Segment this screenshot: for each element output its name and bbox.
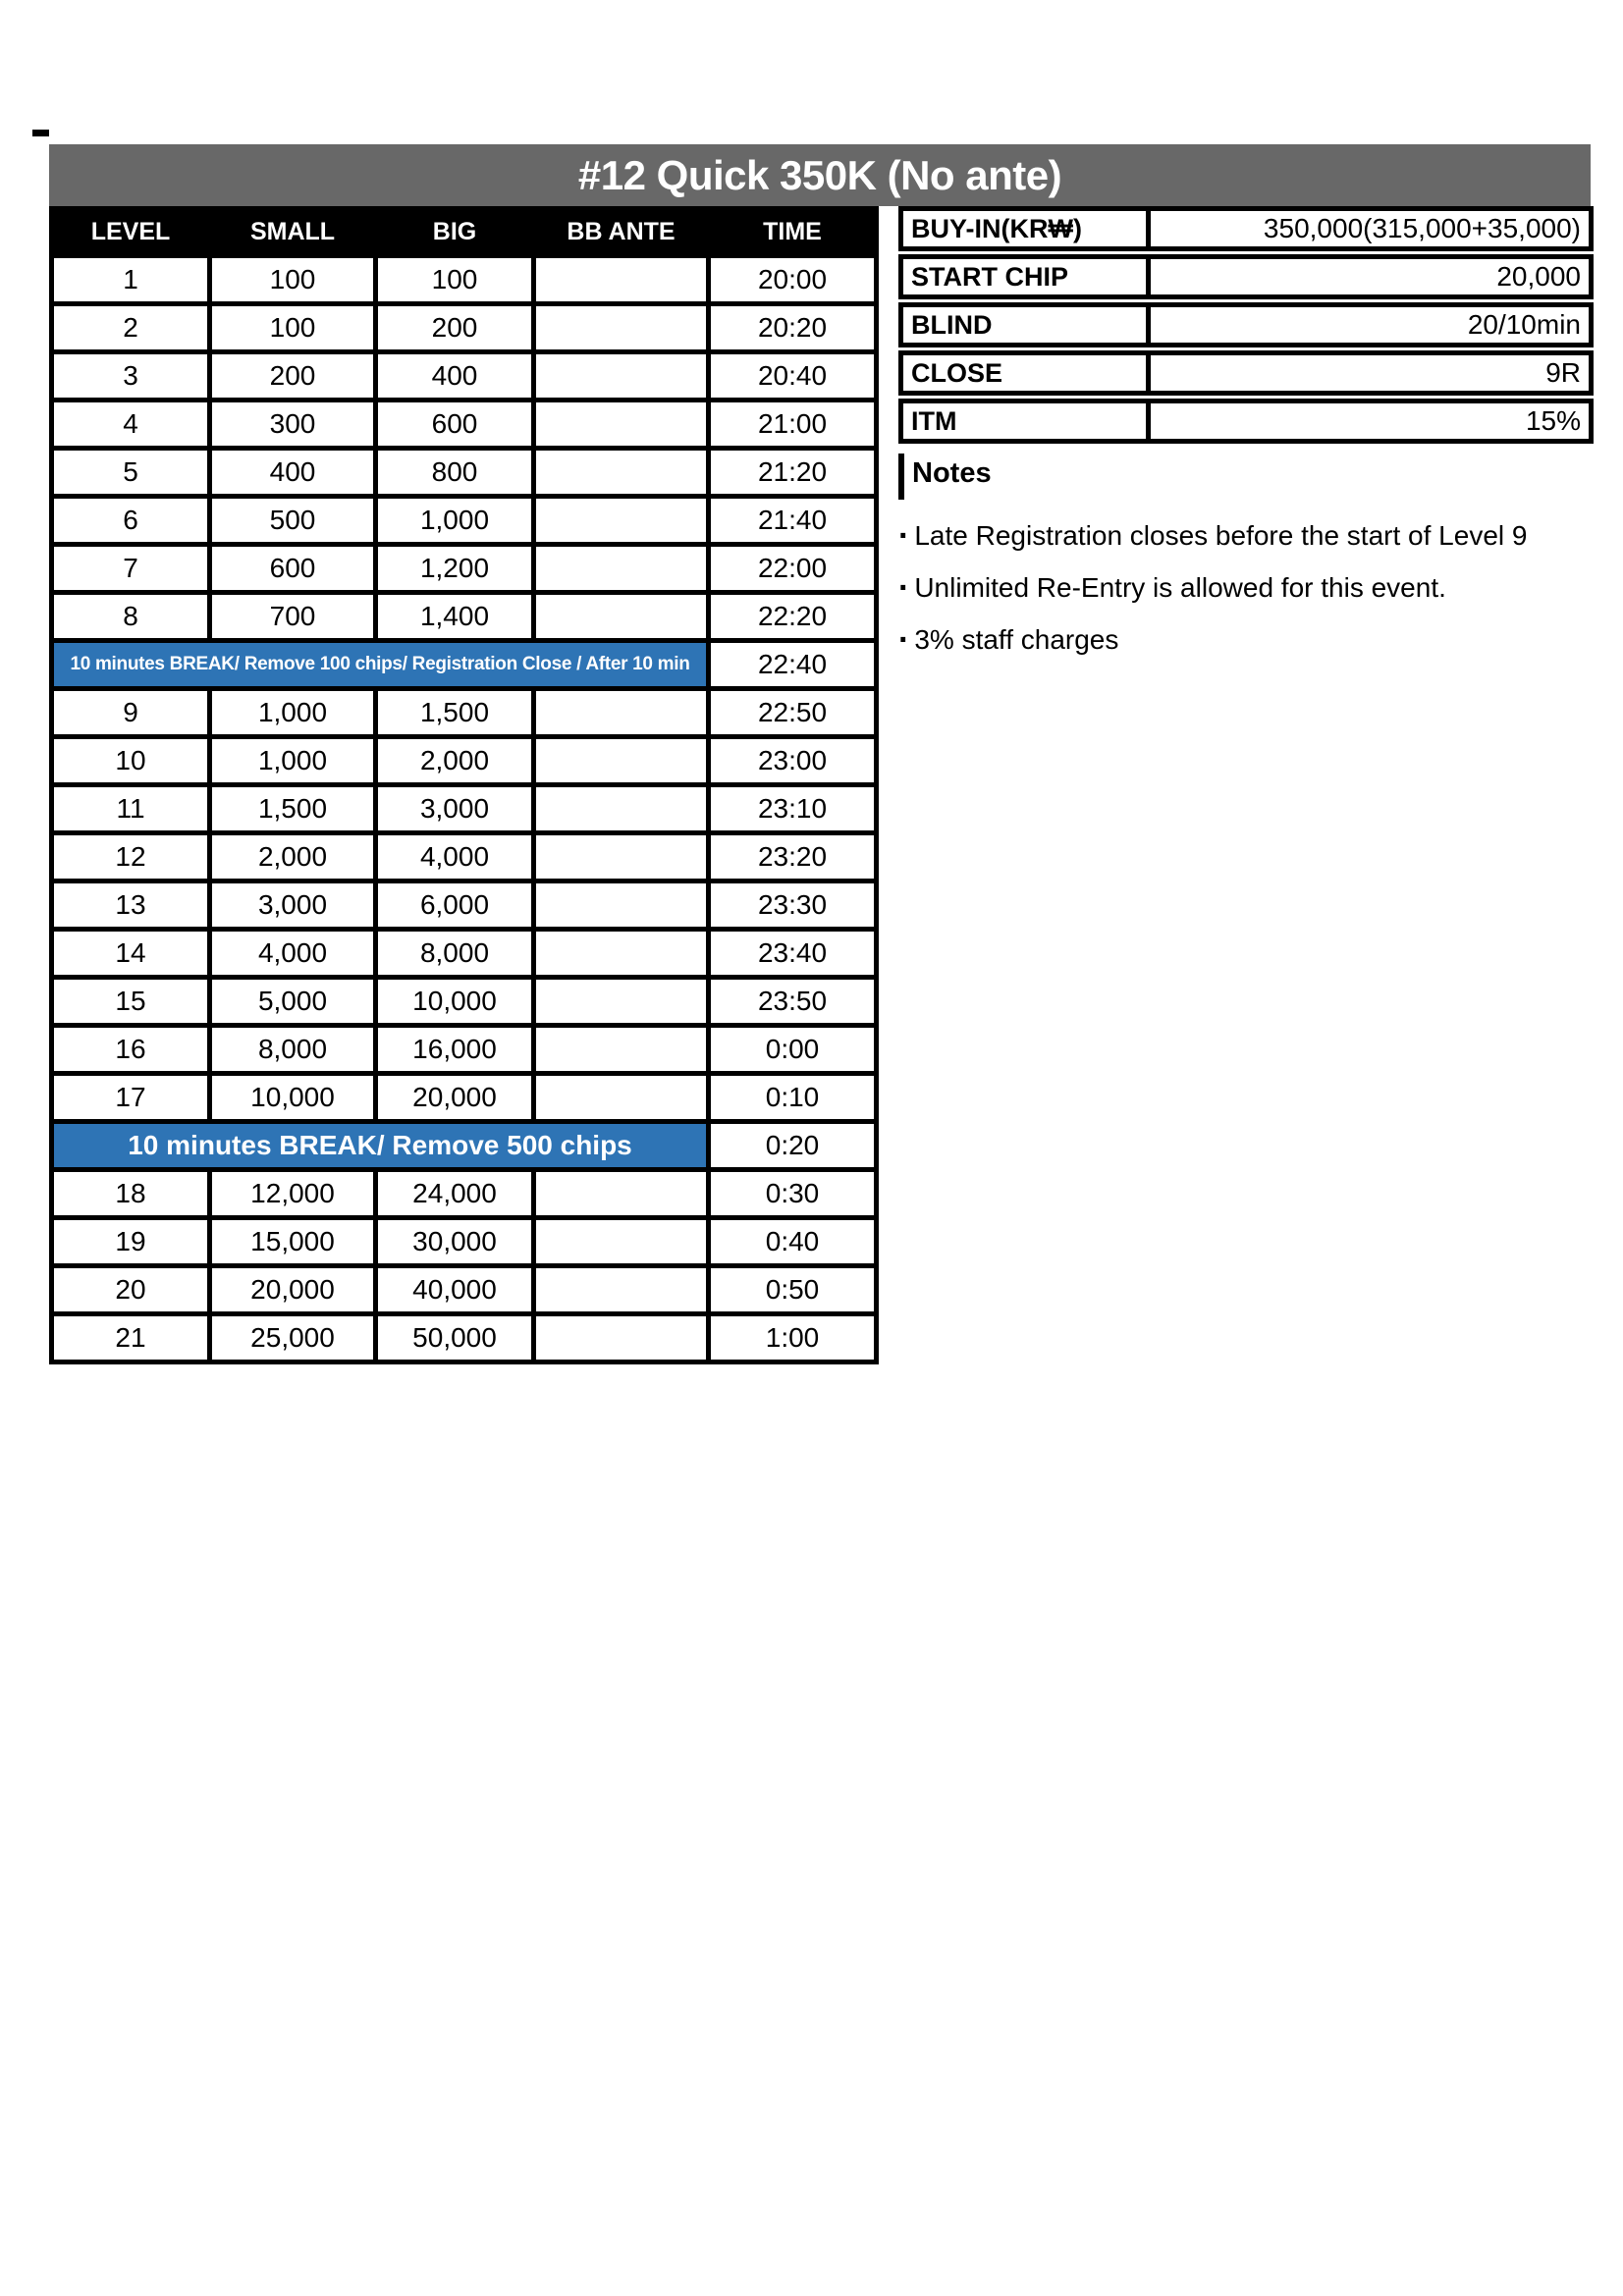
small-blind-cell: 15,000 <box>210 1218 376 1266</box>
big-blind-cell: 400 <box>376 352 534 400</box>
time-cell: 0:50 <box>709 1266 877 1314</box>
small-blind-cell: 400 <box>210 449 376 497</box>
small-blind-cell: 700 <box>210 593 376 641</box>
small-blind-cell: 100 <box>210 256 376 304</box>
big-blind-cell: 2,000 <box>376 737 534 785</box>
time-cell: 22:00 <box>709 545 877 593</box>
level-cell: 21 <box>52 1314 210 1362</box>
bb-ante-cell <box>534 1314 709 1362</box>
small-blind-cell: 1,500 <box>210 785 376 833</box>
time-cell: 22:50 <box>709 689 877 737</box>
small-blind-cell: 600 <box>210 545 376 593</box>
time-cell: 22:20 <box>709 593 877 641</box>
bb-ante-cell <box>534 785 709 833</box>
level-cell: 6 <box>52 497 210 545</box>
time-cell: 20:40 <box>709 352 877 400</box>
small-blind-cell: 12,000 <box>210 1170 376 1218</box>
note-text: 3% staff charges <box>914 624 1119 655</box>
time-cell: 21:40 <box>709 497 877 545</box>
big-blind-cell: 10,000 <box>376 978 534 1026</box>
time-cell: 23:00 <box>709 737 877 785</box>
bb-ante-cell <box>534 1074 709 1122</box>
time-cell: 0:00 <box>709 1026 877 1074</box>
time-cell: 23:50 <box>709 978 877 1026</box>
big-blind-cell: 50,000 <box>376 1314 534 1362</box>
level-row <box>52 593 877 641</box>
big-blind-cell: 16,000 <box>376 1026 534 1074</box>
level-row <box>52 881 877 930</box>
level-row <box>52 978 877 1026</box>
big-blind-cell: 8,000 <box>376 930 534 978</box>
header-big: BIG <box>376 209 534 256</box>
small-blind-cell: 5,000 <box>210 978 376 1026</box>
time-cell: 23:40 <box>709 930 877 978</box>
time-cell: 20:00 <box>709 256 877 304</box>
level-row <box>52 1218 877 1266</box>
small-blind-cell: 10,000 <box>210 1074 376 1122</box>
header-small: SMALL <box>210 209 376 256</box>
level-row <box>52 1074 877 1122</box>
level-cell: 9 <box>52 689 210 737</box>
level-row <box>52 737 877 785</box>
level-row <box>52 1170 877 1218</box>
level-cell: 19 <box>52 1218 210 1266</box>
small-blind-cell: 25,000 <box>210 1314 376 1362</box>
big-blind-cell: 600 <box>376 400 534 449</box>
big-blind-cell: 800 <box>376 449 534 497</box>
break-label: 10 minutes BREAK/ Remove 500 chips <box>52 1122 709 1170</box>
level-cell: 3 <box>52 352 210 400</box>
time-cell: 21:20 <box>709 449 877 497</box>
info-value: 9R <box>1545 357 1581 388</box>
bb-ante-cell <box>534 449 709 497</box>
time-cell: 0:30 <box>709 1170 877 1218</box>
small-blind-cell: 8,000 <box>210 1026 376 1074</box>
level-row <box>52 545 877 593</box>
level-cell: 18 <box>52 1170 210 1218</box>
level-cell: 2 <box>52 304 210 352</box>
info-value: 20,000 <box>1496 261 1581 292</box>
small-blind-cell: 4,000 <box>210 930 376 978</box>
time-cell: 23:20 <box>709 833 877 881</box>
level-cell: 1 <box>52 256 210 304</box>
header-time: TIME <box>709 209 877 256</box>
bb-ante-cell <box>534 593 709 641</box>
bb-ante-cell <box>534 881 709 930</box>
level-row <box>52 785 877 833</box>
big-blind-cell: 20,000 <box>376 1074 534 1122</box>
bb-ante-cell <box>534 1218 709 1266</box>
level-cell: 11 <box>52 785 210 833</box>
note-item <box>898 517 1615 555</box>
bb-ante-cell <box>534 400 709 449</box>
info-row <box>898 206 1594 251</box>
note-item <box>898 569 1615 607</box>
small-blind-cell: 2,000 <box>210 833 376 881</box>
bb-ante-cell <box>534 545 709 593</box>
big-blind-cell: 3,000 <box>376 785 534 833</box>
break-time-cell: 22:40 <box>709 641 877 689</box>
level-cell: 7 <box>52 545 210 593</box>
bb-ante-cell <box>534 352 709 400</box>
level-cell: 20 <box>52 1266 210 1314</box>
blind-table-header-row <box>52 209 877 256</box>
notes-heading: Notes <box>898 454 1615 500</box>
level-row <box>52 304 877 352</box>
time-cell: 20:20 <box>709 304 877 352</box>
notes-section <box>898 454 1615 659</box>
small-blind-cell: 500 <box>210 497 376 545</box>
small-blind-cell: 1,000 <box>210 689 376 737</box>
info-label: BUY-IN(KR₩) <box>903 211 1151 246</box>
page-corner-mark <box>32 130 49 136</box>
big-blind-cell: 1,200 <box>376 545 534 593</box>
header-bb-ante: BB ANTE <box>534 209 709 256</box>
level-row <box>52 930 877 978</box>
level-cell: 14 <box>52 930 210 978</box>
header-level: LEVEL <box>52 209 210 256</box>
time-cell: 1:00 <box>709 1314 877 1362</box>
bb-ante-cell <box>534 833 709 881</box>
level-row <box>52 1314 877 1362</box>
big-blind-cell: 4,000 <box>376 833 534 881</box>
level-row <box>52 352 877 400</box>
break-label: 10 minutes BREAK/ Remove 100 chips/ Registration Close / After 10 min <box>52 641 709 689</box>
info-value: 350,000(315,000+35,000) <box>1263 213 1581 243</box>
info-label: START CHIP <box>903 259 1151 294</box>
info-panel <box>898 206 1594 447</box>
small-blind-cell: 1,000 <box>210 737 376 785</box>
info-row <box>898 399 1594 444</box>
big-blind-cell: 1,400 <box>376 593 534 641</box>
bb-ante-cell <box>534 1266 709 1314</box>
info-value: 15% <box>1525 405 1581 436</box>
blind-table <box>49 206 879 1364</box>
info-row <box>898 254 1594 299</box>
bullet-icon: · <box>898 569 910 607</box>
small-blind-cell: 300 <box>210 400 376 449</box>
big-blind-cell: 1,000 <box>376 497 534 545</box>
big-blind-cell: 24,000 <box>376 1170 534 1218</box>
big-blind-cell: 6,000 <box>376 881 534 930</box>
level-cell: 13 <box>52 881 210 930</box>
bb-ante-cell <box>534 304 709 352</box>
blind-table-body <box>52 256 877 1362</box>
small-blind-cell: 20,000 <box>210 1266 376 1314</box>
bb-ante-cell <box>534 930 709 978</box>
level-row <box>52 833 877 881</box>
level-cell: 17 <box>52 1074 210 1122</box>
level-cell: 10 <box>52 737 210 785</box>
info-row <box>898 302 1594 347</box>
level-row <box>52 1026 877 1074</box>
page-title: #12 Quick 350K (No ante) <box>49 144 1591 206</box>
blind-structure-section <box>49 206 879 1364</box>
level-row <box>52 449 877 497</box>
info-value: 20/10min <box>1467 309 1581 340</box>
break-row <box>52 1122 877 1170</box>
notes-list <box>898 517 1615 659</box>
level-row <box>52 400 877 449</box>
small-blind-cell: 100 <box>210 304 376 352</box>
break-time-cell: 0:20 <box>709 1122 877 1170</box>
time-cell: 23:10 <box>709 785 877 833</box>
note-text: Unlimited Re-Entry is allowed for this event. <box>914 572 1446 603</box>
time-cell: 0:10 <box>709 1074 877 1122</box>
bb-ante-cell <box>534 737 709 785</box>
level-cell: 12 <box>52 833 210 881</box>
small-blind-cell: 3,000 <box>210 881 376 930</box>
level-row <box>52 256 877 304</box>
level-row <box>52 1266 877 1314</box>
bb-ante-cell <box>534 497 709 545</box>
bb-ante-cell <box>534 978 709 1026</box>
level-cell: 4 <box>52 400 210 449</box>
bb-ante-cell <box>534 689 709 737</box>
break-row <box>52 641 877 689</box>
big-blind-cell: 1,500 <box>376 689 534 737</box>
level-row <box>52 689 877 737</box>
bb-ante-cell <box>534 256 709 304</box>
time-cell: 21:00 <box>709 400 877 449</box>
info-label: BLIND <box>903 307 1151 343</box>
bb-ante-cell <box>534 1026 709 1074</box>
small-blind-cell: 200 <box>210 352 376 400</box>
info-label: ITM <box>903 403 1151 439</box>
note-item <box>898 621 1615 659</box>
big-blind-cell: 200 <box>376 304 534 352</box>
info-label: CLOSE <box>903 355 1151 391</box>
big-blind-cell: 100 <box>376 256 534 304</box>
time-cell: 23:30 <box>709 881 877 930</box>
bb-ante-cell <box>534 1170 709 1218</box>
level-cell: 15 <box>52 978 210 1026</box>
time-cell: 0:40 <box>709 1218 877 1266</box>
big-blind-cell: 30,000 <box>376 1218 534 1266</box>
level-row <box>52 497 877 545</box>
level-cell: 16 <box>52 1026 210 1074</box>
big-blind-cell: 40,000 <box>376 1266 534 1314</box>
info-row <box>898 350 1594 396</box>
note-text: Late Registration closes before the start of Level 9 <box>914 520 1528 551</box>
bullet-icon: · <box>898 517 910 555</box>
level-cell: 5 <box>52 449 210 497</box>
level-cell: 8 <box>52 593 210 641</box>
bullet-icon: · <box>898 621 910 659</box>
